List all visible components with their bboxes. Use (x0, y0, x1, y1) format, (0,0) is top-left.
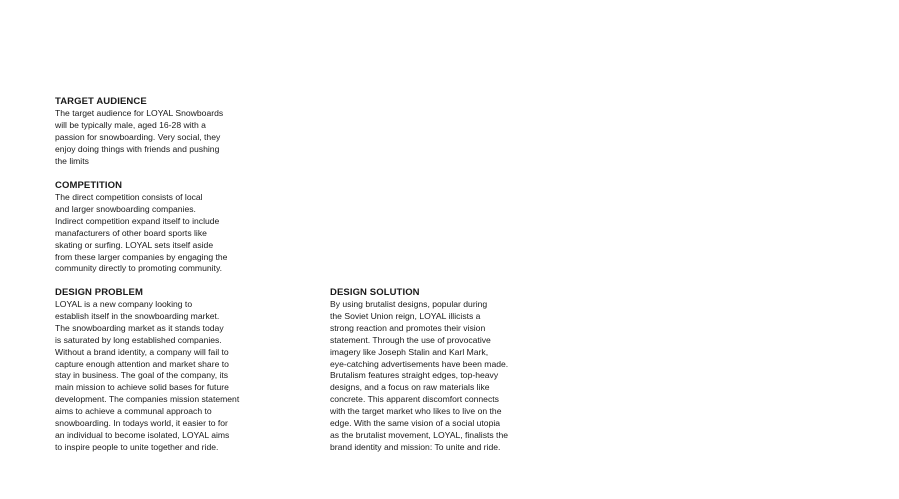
body-line: eye-catching advertisements have been made. (330, 358, 509, 369)
section-body (55, 192, 255, 275)
section-heading: DESIGN PROBLEM (55, 287, 143, 298)
body-line: establish itself in the snowboarding market. (55, 310, 220, 321)
section-body (55, 299, 255, 454)
body-line: manafacturers of other board sports like (55, 227, 207, 238)
body-line: edge. With the same vision of a social utopia (330, 418, 501, 429)
section-design-problem (55, 287, 255, 454)
body-line: Brutalism features straight edges, top-heavy (330, 370, 499, 381)
section-heading: TARGET AUDIENCE (55, 96, 147, 107)
section-design-solution (330, 287, 530, 454)
body-line: concrete. This apparent discomfort connects (330, 394, 499, 405)
body-line: By using brutalist designs, popular during (330, 299, 488, 309)
body-line: will be typically male, aged 16-28 with a (55, 119, 206, 130)
body-line: and larger snowboarding companies. (55, 203, 196, 214)
body-line: passion for snowboarding. Very social, they (55, 131, 221, 142)
body-line: brand identity and mission: To unite and ride. (330, 441, 501, 452)
body-line: is saturated by long established companies. (55, 334, 222, 345)
section-heading: DESIGN SOLUTION (330, 287, 420, 298)
body-line: designs, and a focus on raw materials like (330, 382, 490, 393)
body-line: stay in business. The goal of the company, its (55, 370, 229, 381)
body-line: an individual to become isolated, LOYAL aims (55, 429, 230, 440)
body-line: The direct competition consists of local (55, 192, 203, 202)
body-line: imagery like Joseph Stalin and Karl Mark, (330, 346, 489, 357)
body-line: enjoy doing things with friends and pushing (55, 143, 220, 154)
body-line: the limits (55, 155, 89, 166)
body-line: main mission to achieve solid bases for future (55, 382, 229, 393)
body-line: capture enough attention and market share to (55, 358, 229, 369)
body-line: community directly to promoting community. (55, 263, 222, 274)
body-line: statement. Through the use of provocative (330, 334, 491, 345)
body-line: aims to achieve a communal approach to (55, 406, 212, 417)
body-line: from these larger companies by engaging the (55, 251, 228, 262)
body-line: strong reaction and promotes their vision (330, 322, 486, 333)
body-line: skating or surfing. LOYAL sets itself aside (55, 239, 214, 250)
body-line: to inspire people to unite together and ride. (55, 441, 219, 452)
body-line: LOYAL is a new company looking to (55, 299, 193, 309)
body-line: with the target market who likes to live on the (330, 406, 502, 417)
section-heading: COMPETITION (55, 180, 123, 191)
body-line: Indirect competition expand itself to include (55, 215, 220, 226)
body-line: The snowboarding market as it stands today (55, 322, 224, 333)
section-body (55, 108, 255, 168)
body-line: development. The companies mission statement (55, 394, 240, 405)
body-line: snowboarding. In todays world, it easier to for (55, 418, 228, 429)
body-line: the Soviet Union reign, LOYAL illicists a (330, 310, 481, 321)
section-target-audience (55, 96, 255, 168)
body-line: Without a brand identity, a company will fail to (55, 346, 229, 357)
body-line: The target audience for LOYAL Snowboards (55, 108, 224, 118)
section-body (330, 299, 530, 454)
body-line: as the brutalist movement, LOYAL, finalists the (330, 429, 509, 440)
section-competition (55, 180, 255, 275)
